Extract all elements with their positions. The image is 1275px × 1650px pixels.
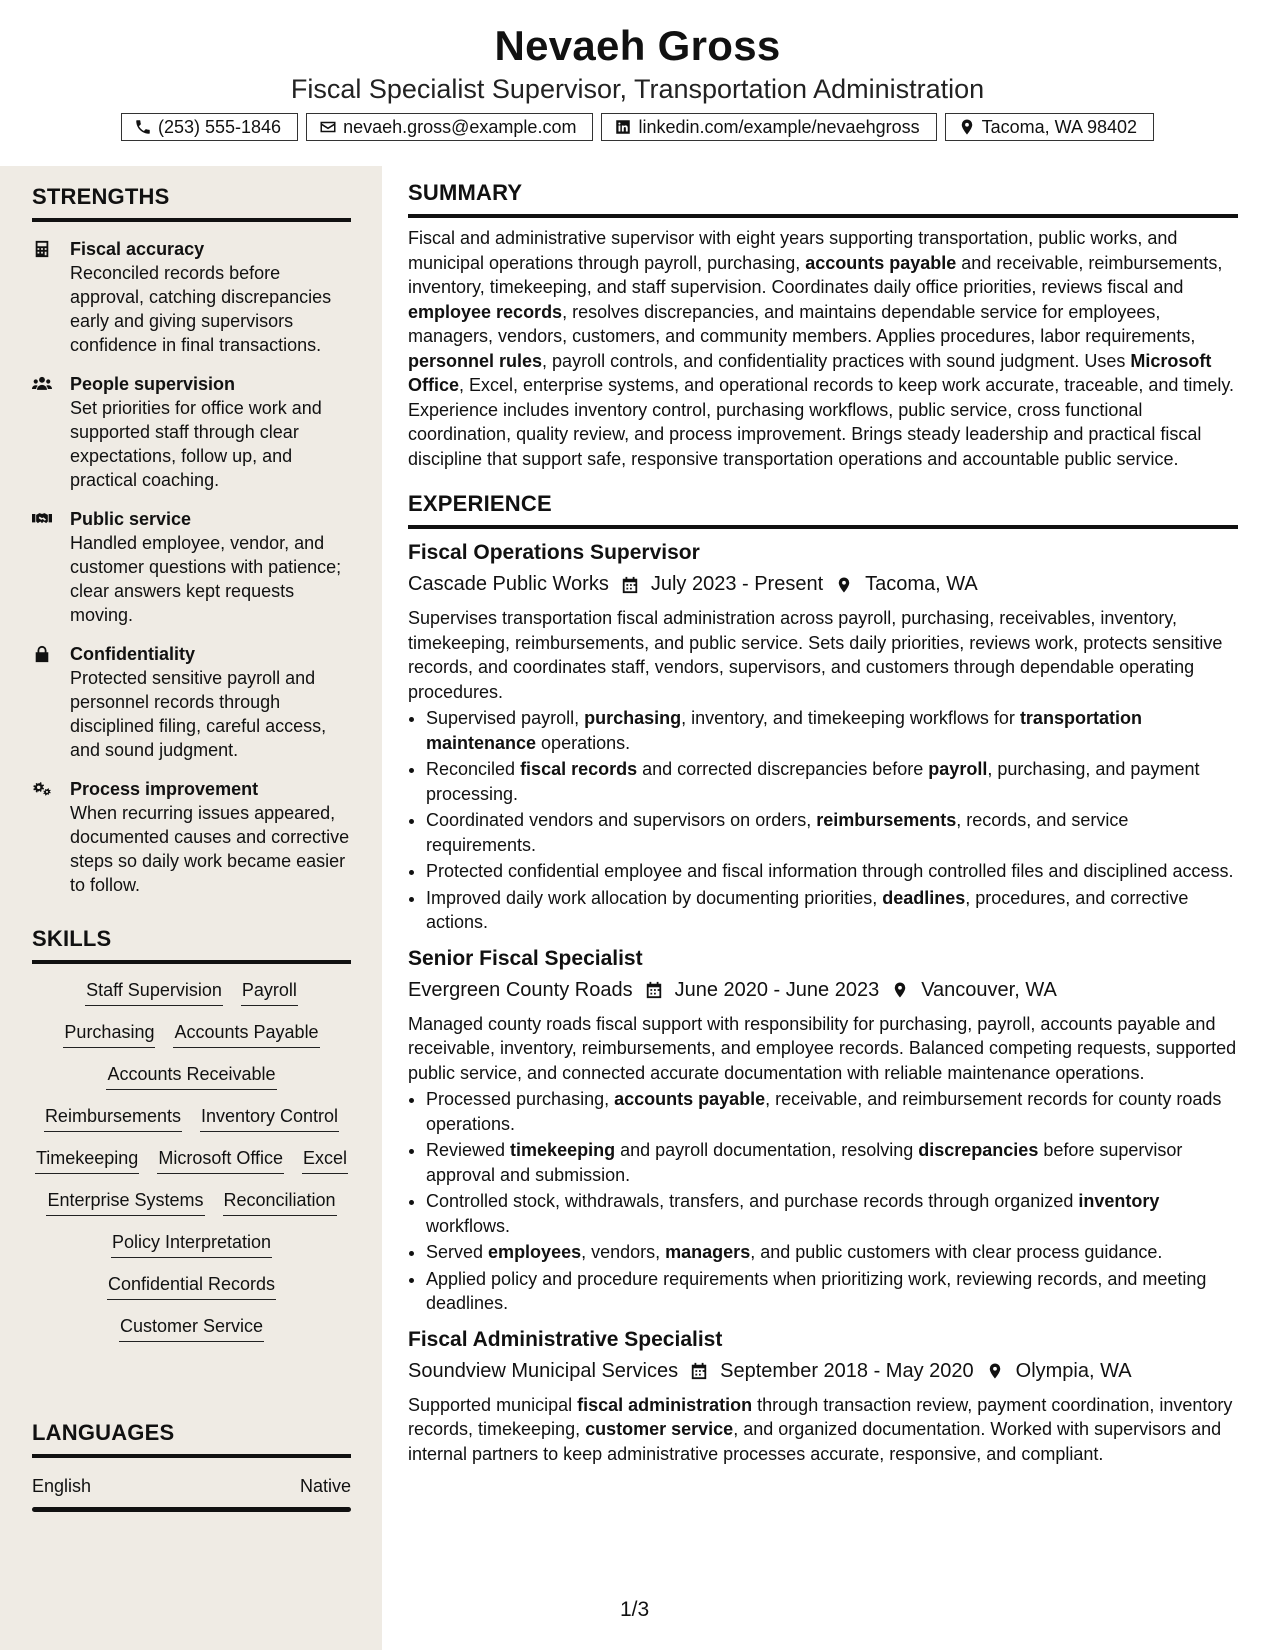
map-pin-icon-wrap: [986, 1362, 1004, 1380]
experience-section: [408, 491, 1238, 1466]
skill-tag: Accounts Receivable: [106, 1062, 276, 1090]
job-bullets: [408, 706, 1238, 935]
strength-desc: When recurring issues appeared, documented causes and corrective steps so daily work became easier to follow.: [70, 803, 350, 895]
strength-item: [32, 642, 351, 762]
strength-item: [32, 507, 351, 627]
strength-title: People supervision: [70, 374, 236, 394]
skill-tag: Policy Interpretation: [111, 1230, 272, 1258]
skill-tag: Timekeeping: [35, 1146, 139, 1174]
skills-heading: SKILLS: [32, 926, 351, 964]
contact-location: [945, 113, 1154, 141]
job-bullet: • Supervised payroll, purchasing, inventory, and timekeeping workflows for transportation maintenance operations.: [426, 706, 1238, 755]
contact-linkedin-text: linkedin.com/example/nevaehgross: [638, 116, 920, 137]
job-list: [408, 541, 1238, 1466]
summary-heading: SUMMARY: [408, 180, 1238, 218]
language-row: [32, 1458, 351, 1497]
strength-title: Fiscal accuracy: [70, 239, 205, 259]
language-level: Native: [299, 1476, 351, 1496]
strength-desc: Protected sensitive payroll and personnel records through disciplined filing, careful access, and sound judgment.: [70, 668, 327, 760]
job-title: Senior Fiscal Specialist: [408, 946, 643, 970]
candidate-name: Nevaeh Gross: [494, 22, 781, 69]
map-pin-icon-wrap: [835, 576, 853, 594]
strength-title: Process improvement: [70, 779, 259, 799]
job-company: Evergreen County Roads: [408, 978, 633, 1001]
strength-title: Public service: [70, 509, 192, 529]
calendar-icon: [690, 1362, 708, 1380]
job-description: Supervises transportation fiscal administration across payroll, purchasing, receivables, inventory, timekeeping, reimbursements, and public service. Sets daily priorities, reviews work, protects sensitive records, and coordinates staff, vendors, supervisors, and customers through dependable operating procedures.: [408, 608, 1223, 702]
sidebar: [0, 166, 382, 1650]
experience-heading: EXPERIENCE: [408, 491, 1238, 529]
skill-tag: Accounts Payable: [173, 1020, 319, 1048]
job-title: Fiscal Operations Supervisor: [408, 541, 700, 564]
job-entry: [408, 1328, 1238, 1467]
language-proficiency-bar: [32, 1507, 351, 1512]
job-bullets: [408, 1087, 1238, 1316]
page-number: 1/3: [620, 1598, 650, 1621]
job-company: Soundview Municipal Services: [408, 1359, 679, 1382]
job-description: Managed county roads fiscal support with responsibility for purchasing, payroll, accounts payable and receivable, inventory, reimbursements, and employee records. Balanced competing requests, supported public service, and connected accurate documentation with reliable maintenance operations.: [408, 1013, 1237, 1083]
calendar-icon: [645, 981, 663, 999]
job-bullet: • Improved daily work allocation by documenting priorities, deadlines, procedures, and corrective actions.: [426, 886, 1238, 935]
strength-desc: Reconciled records before approval, catching discrepancies early and giving supervisors confidence in final transactions.: [70, 263, 332, 355]
languages-heading: LANGUAGES: [32, 1420, 351, 1458]
calendar-icon-wrap: [621, 576, 639, 594]
map-pin-icon: [986, 1362, 1004, 1380]
skill-tag: Enterprise Systems: [46, 1188, 204, 1216]
job-meta: [408, 979, 1238, 1002]
job-bullet: • Processed purchasing, accounts payable, receivable, and reimbursement records for county roads operations.: [426, 1087, 1238, 1136]
strength-item: [32, 372, 351, 492]
calendar-icon: [621, 576, 639, 594]
strengths-section: [32, 184, 351, 897]
job-bullet: • Controlled stock, withdrawals, transfers, and purchase records through organized inventory workflows.: [426, 1189, 1238, 1238]
job-bullet: • Served employees, vendors, managers, and public customers with clear process guidance.: [426, 1240, 1238, 1265]
job-bullet: • Reconciled fiscal records and corrected discrepancies before payroll, purchasing, and payment processing.: [426, 757, 1238, 806]
job-entry: [408, 947, 1238, 1316]
job-bullet: • Reviewed timekeeping and payroll documentation, resolving discrepancies before supervisor approval and submission.: [426, 1138, 1238, 1187]
contact-bar: [0, 113, 1275, 141]
skill-tag: Inventory Control: [200, 1104, 339, 1132]
handshake-icon: [32, 510, 52, 528]
job-bullet: • Coordinated vendors and supervisors on orders, reimbursements, records, and service requirements.: [426, 808, 1238, 857]
map-pin-icon: [958, 118, 976, 136]
people-icon: [32, 375, 52, 393]
calendar-icon-wrap: [690, 1362, 708, 1380]
strength-item: [32, 237, 351, 357]
job-title: Fiscal Administrative Specialist: [408, 1327, 723, 1351]
strengths-heading: STRENGTHS: [32, 184, 351, 222]
skill-tag: Excel: [302, 1146, 348, 1174]
contact-location-text: Tacoma, WA 98402: [981, 116, 1138, 137]
job-dates: September 2018 - May 2020: [720, 1359, 974, 1382]
phone-icon: [134, 118, 152, 136]
map-pin-icon: [891, 981, 909, 999]
skill-tag: Customer Service: [119, 1314, 264, 1342]
linkedin-icon: [614, 118, 632, 136]
strength-desc: Set priorities for office work and supported staff through clear expectations, follow up, and practical coaching.: [70, 398, 322, 490]
main-content: [408, 180, 1238, 1466]
job-company: Cascade Public Works: [408, 573, 609, 595]
skill-tag: Purchasing: [63, 1020, 155, 1048]
contact-phone-text: (253) 555-1846: [157, 116, 282, 137]
contact-linkedin[interactable]: [601, 113, 936, 141]
job-bullet: • Protected confidential employee and fiscal information through controlled files and disciplined access.: [426, 859, 1238, 884]
map-pin-icon: [835, 576, 853, 594]
strength-desc: Handled employee, vendor, and customer questions with patience; clear answers kept requests moving.: [70, 533, 342, 625]
strength-title: Confidentiality: [70, 644, 195, 664]
contact-email-text: nevaeh.gross@example.com: [343, 116, 577, 137]
job-dates: June 2020 - June 2023: [674, 978, 880, 1001]
summary-section: [408, 180, 1238, 471]
job-location: Olympia, WA: [1015, 1359, 1132, 1382]
job-meta: [408, 573, 1238, 596]
skill-tag: Staff Supervision: [85, 978, 223, 1006]
language-name: English: [32, 1476, 92, 1496]
skill-tag: Microsoft Office: [157, 1146, 284, 1174]
skills-list: [32, 964, 351, 1342]
map-pin-icon-wrap: [891, 981, 909, 999]
skill-tag: Reimbursements: [44, 1104, 182, 1132]
job-bullet: • Applied policy and procedure requirements when prioritizing work, reviewing records, and meeting deadlines.: [426, 1267, 1238, 1316]
envelope-icon: [319, 118, 337, 136]
candidate-title: Fiscal Specialist Supervisor, Transportation Administration: [290, 74, 985, 104]
lock-icon: [32, 645, 52, 663]
summary-text: Fiscal and administrative supervisor with eight years supporting transportation, public works, and municipal operations through payroll, purchasing, accounts payable and receivable, reimbursements, inventory, timekeeping, and staff supervision. Coordinates daily office priorities, reviews fiscal and employee records, resolves discrepancies, and maintains dependable service for employees, managers, vendors, customers, and community members. Applies procedures, labor requirements, personnel rules, payroll controls, and confidentiality practices with sound judgment. Uses Microsoft Office, Excel, enterprise systems, and operational records to keep work accurate, traceable, and timely. Experience includes inventory control, purchasing workflows, public service, cross functional coordination, quality review, and process improvement. Brings steady leadership and practical fiscal discipline that support safe, responsive transportation operations and accountable public service.: [408, 228, 1235, 469]
contact-phone[interactable]: [121, 113, 298, 141]
job-meta: [408, 1360, 1238, 1383]
skills-section: [32, 926, 351, 1342]
contact-email[interactable]: [306, 113, 593, 141]
languages-section: [32, 1420, 351, 1512]
skill-tag: Payroll: [241, 978, 298, 1006]
gears-icon: [32, 780, 52, 798]
job-dates: July 2023 - Present: [650, 573, 824, 595]
strength-item: [32, 777, 351, 897]
job-entry: [408, 541, 1238, 935]
job-location: Vancouver, WA: [921, 978, 1057, 1001]
calculator-icon: [32, 240, 52, 258]
skill-tag: Reconciliation: [223, 1188, 337, 1216]
job-location: Tacoma, WA: [865, 573, 978, 595]
skill-tag: Confidential Records: [107, 1272, 276, 1300]
job-description: Supported municipal fiscal administration through transaction review, payment coordination, inventory records, timekeeping, customer service, and organized documentation. Worked with supervisors and internal partners to keep administrative processes accurate, responsive, and compliant.: [408, 1394, 1233, 1464]
calendar-icon-wrap: [645, 981, 663, 999]
